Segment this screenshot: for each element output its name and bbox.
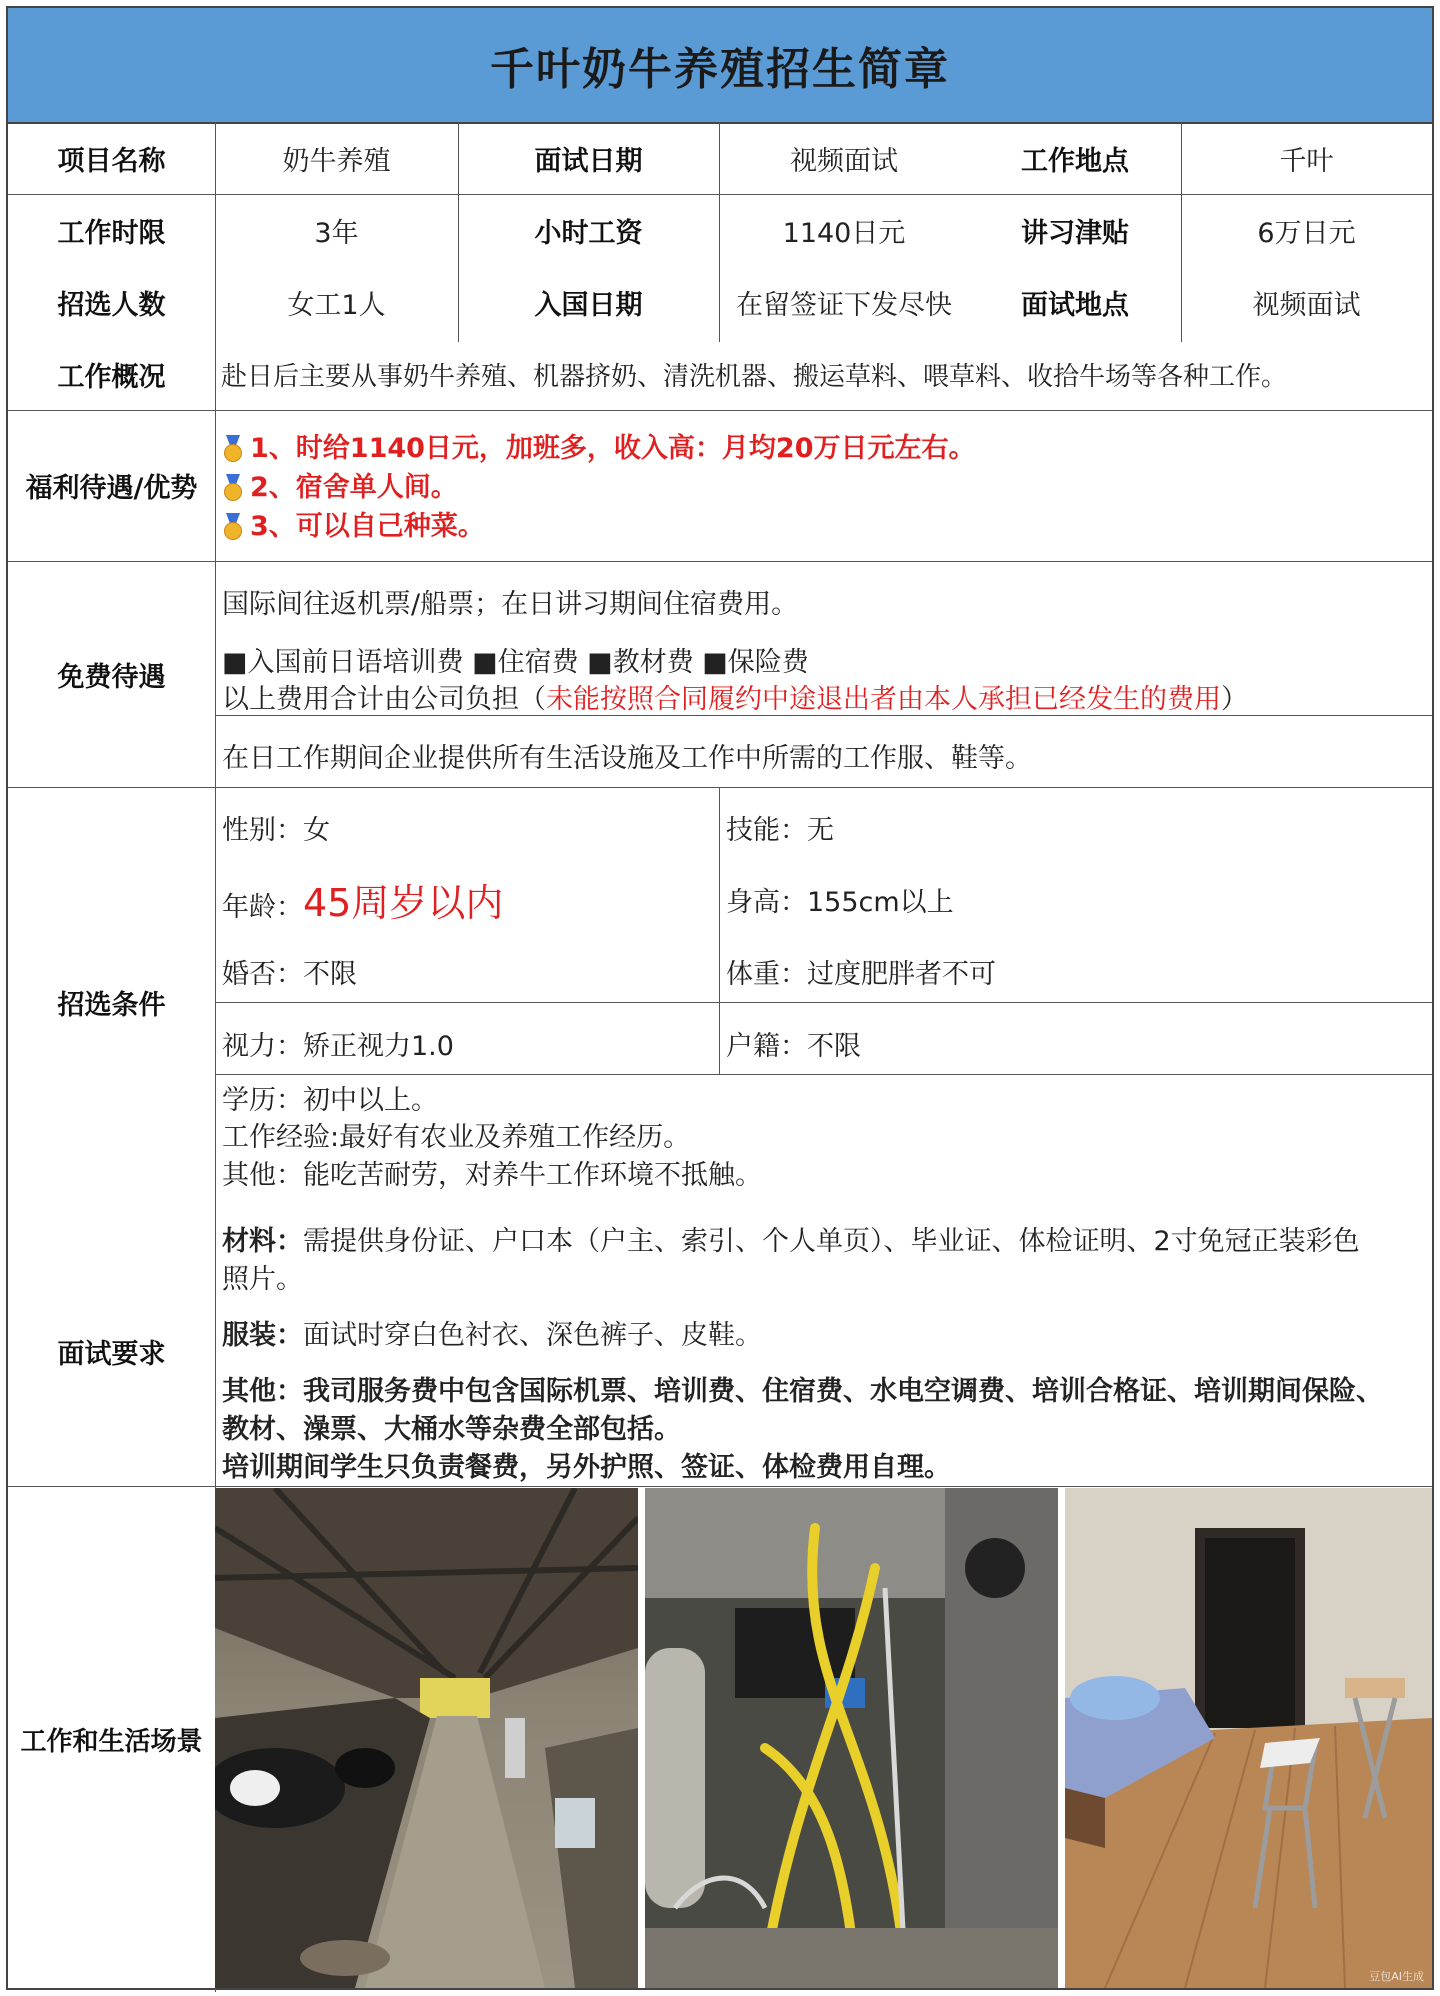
marriage: 婚否：不限 — [222, 959, 357, 990]
milking-equipment-photo — [645, 1488, 1058, 1988]
entry-date: 在留签证下发尽快 — [736, 289, 952, 321]
age: 年龄：45周岁以内 — [222, 881, 504, 925]
benefit-item: 2、宿舍单人间。 — [222, 471, 458, 505]
benefit-item: 1、时给1140日元，加班多，收入高：月均20万日元左右。 — [222, 432, 976, 466]
project-name-label: 项目名称 — [57, 145, 166, 177]
recruit-count-label: 招选人数 — [57, 289, 166, 321]
benefits-label: 福利待遇/优势 — [25, 473, 198, 504]
brochure-sheet — [6, 6, 1434, 1990]
free-line: 国际间往返机票/船票；在日讲习期间住宿费用。 — [222, 589, 799, 620]
work-location: 千叶 — [1279, 145, 1334, 177]
interview-date: 视频面试 — [790, 145, 898, 177]
divider — [215, 1074, 1432, 1075]
hourly-wage: 1140日元 — [782, 217, 906, 249]
entry-date-label: 入国日期 — [534, 289, 643, 321]
experience: 工作经验:最好有农业及养殖工作经历。 — [222, 1122, 691, 1153]
overview-text: 赴日后主要从事奶牛养殖、机器挤奶、清洗机器、搬运草料、喂草料、收拾牛场等各种工作。 — [221, 361, 1288, 392]
work-location-label: 工作地点 — [1021, 145, 1129, 177]
divider — [8, 410, 1432, 411]
allowance-label: 讲习津贴 — [1021, 217, 1129, 249]
divider — [215, 1002, 1432, 1003]
barn-photo — [215, 1488, 638, 1988]
free-line: 在日工作期间企业提供所有生活设施及工作中所需的工作服、鞋等。 — [222, 743, 1032, 774]
benefit-item: 3、可以自己种菜。 — [222, 510, 485, 544]
fees-cont: 培训期间学生只负责餐费，另外护照、签证、体检费用自理。 — [222, 1452, 951, 1483]
project-name: 奶牛养殖 — [282, 145, 391, 177]
medal-icon — [222, 513, 244, 539]
skill: 技能：无 — [726, 815, 834, 846]
free-label: 免费待遇 — [57, 661, 166, 693]
divider — [8, 561, 1432, 562]
medal-icon — [222, 474, 244, 500]
education: 学历：初中以上。 — [222, 1085, 438, 1116]
work-period: 3年 — [314, 217, 359, 249]
registry: 户籍：不限 — [726, 1031, 861, 1062]
fees: 其他：我司服务费中包含国际机票、培训费、住宿费、水电空调费、培训合格证、培训期间保险、 — [222, 1376, 1383, 1407]
interview-date-label: 面试日期 — [534, 145, 643, 177]
divider — [8, 1486, 1432, 1487]
medal-icon — [222, 435, 244, 461]
allowance: 6万日元 — [1257, 217, 1356, 249]
vision: 视力：矫正视力1.0 — [222, 1031, 454, 1062]
dress: 服装：面试时穿白色衬衣、深色裤子、皮鞋。 — [222, 1320, 762, 1351]
weight: 体重：过度肥胖者不可 — [726, 959, 996, 990]
scene-label: 工作和生活场景 — [20, 1726, 203, 1757]
fees-cont: 教材、澡票、大桶水等杂费全部包括。 — [222, 1414, 681, 1445]
divider — [719, 787, 720, 1074]
divider — [8, 787, 1432, 788]
watermark: 豆包AI生成 — [1369, 1970, 1424, 1983]
height: 身高：155cm以上 — [726, 887, 954, 918]
overview-label: 工作概况 — [57, 361, 166, 393]
conditions-label: 招选条件 — [57, 989, 166, 1021]
interview-place: 视频面试 — [1252, 289, 1361, 321]
other-requirement: 其他：能吃苦耐劳，对养牛工作环境不抵触。 — [222, 1160, 762, 1191]
recruit-count: 女工1人 — [287, 289, 386, 321]
dorm-room-photo — [1065, 1488, 1432, 1988]
free-line: 以上费用合计由公司负担（未能按照合同履约中途退出者由本人承担已经发生的费用） — [222, 684, 1248, 715]
materials-cont: 照片。 — [222, 1264, 303, 1295]
interview-place-label: 面试地点 — [1021, 289, 1129, 321]
gender: 性别：女 — [222, 815, 330, 846]
hourly-wage-label: 小时工资 — [534, 217, 643, 249]
interview-label: 面试要求 — [57, 1339, 166, 1370]
page-title: 千叶奶牛养殖招生简章 — [8, 8, 1432, 124]
materials: 材料：需提供身份证、户口本（户主、索引、个人单页）、毕业证、体检证明、2寸免冠正装彩色 — [222, 1226, 1360, 1257]
work-period-label: 工作时限 — [57, 217, 166, 249]
free-line: ■入国前日语培训费 ■住宿费 ■教材费 ■保险费 — [222, 647, 809, 678]
